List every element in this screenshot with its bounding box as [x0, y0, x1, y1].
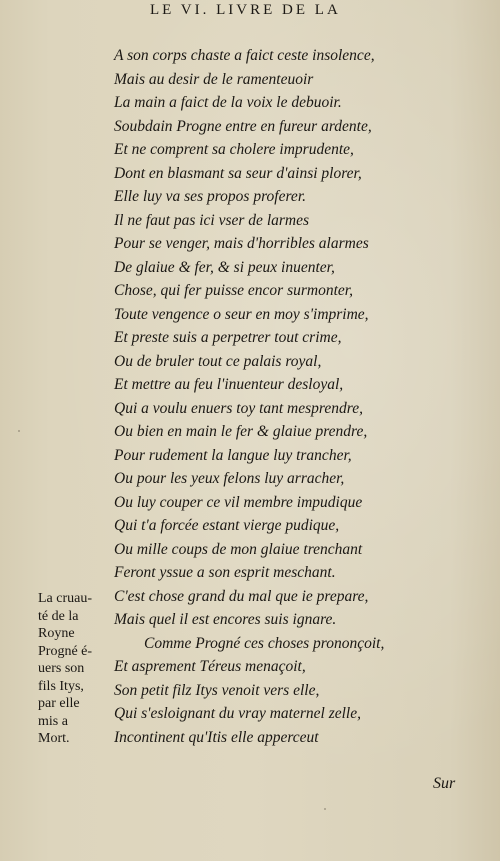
verse-line: Elle luy va ses propos proferer. — [114, 188, 307, 205]
verse-line: C'est chose grand du mal que ie prepare, — [114, 587, 369, 605]
marginal-note-line: Mort. — [38, 731, 70, 746]
verse-line: Qui t'a forcée estant vierge pudique, — [114, 517, 340, 534]
verse-line: Et mettre au feu l'inuenteur desloyal, — [114, 376, 344, 393]
verse-line: Dont en blasmant sa seur d'ainsi plorer, — [114, 164, 362, 182]
verse-line: Son petit filz Itys venoit vers elle, — [114, 681, 320, 699]
verse-line: Pour se venger, mais d'horribles alarmes — [114, 235, 369, 252]
verse-line: Ou de bruler tout ce palais royal, — [114, 352, 322, 370]
verse-line: Il ne faut pas ici vser de larmes — [114, 211, 310, 229]
catchword: Sur — [433, 775, 456, 792]
verse-line: Toute vengence o seur en moy s'imprime, — [114, 305, 369, 323]
verse-line: Soubdain Progne entre en fureur ardente, — [114, 117, 372, 135]
verse-line: Ou luy couper ce vil membre impudique — [114, 493, 363, 511]
verse-line: Ou mille coups de mon glaiue trenchant — [114, 540, 363, 558]
verse-text — [114, 44, 494, 749]
verse-line: La main a faict de la voix le debuoir. — [114, 94, 342, 111]
marginal-note-line: La cruau- — [38, 591, 93, 606]
verse-line: Mais quel il est encores suis ignare. — [114, 611, 337, 628]
marginal-note-line: par elle — [38, 696, 80, 711]
marginal-note-line: mis a — [38, 713, 68, 729]
marginal-note-line: uers son — [38, 661, 85, 676]
verse-line: A son corps chaste a faict ceste insolence, — [114, 47, 375, 64]
verse-line: Qui s'esloignant du vray maternel zelle, — [114, 705, 361, 722]
verse-line: Et preste suis a perpetrer tout crime, — [114, 329, 342, 346]
marginal-note-line: té de la — [38, 608, 79, 624]
marginal-note-line: Royne — [38, 626, 75, 641]
verse-line: De glaiue & fer, & si peux inuenter, — [114, 258, 335, 276]
verse-line: Ou bien en main le fer & glaiue prendre, — [114, 423, 368, 440]
verse-line: Pour rudement la langue luy trancher, — [114, 446, 352, 464]
verse-line: Ou pour les yeux felons luy arracher, — [114, 470, 345, 487]
verse-line: Feront yssue a son esprit meschant. — [114, 564, 336, 581]
paper-speck — [324, 808, 326, 810]
verse-line: Incontinent qu'Itis elle apperceut — [114, 728, 319, 746]
verse-line: Comme Progné ces choses prononçoit, — [144, 634, 385, 652]
paper-speck — [18, 430, 20, 432]
verse-line: Mais au desir de le ramenteuoir — [114, 70, 314, 88]
running-head: LE VI. LIVRE DE LA — [150, 2, 341, 18]
verse-line: Et ne comprent sa cholere imprudente, — [114, 141, 354, 158]
verse-line: Qui a voulu enuers toy tant mesprendre, — [114, 399, 363, 417]
marginal-note — [38, 590, 116, 748]
marginal-note-line: Progné é- — [38, 643, 93, 659]
verse-line: Et asprement Téreus menaçoit, — [114, 658, 306, 675]
verse-line: Chose, qui fer puisse encor surmonter, — [114, 282, 353, 299]
marginal-note-line: fils Itys, — [38, 678, 84, 694]
